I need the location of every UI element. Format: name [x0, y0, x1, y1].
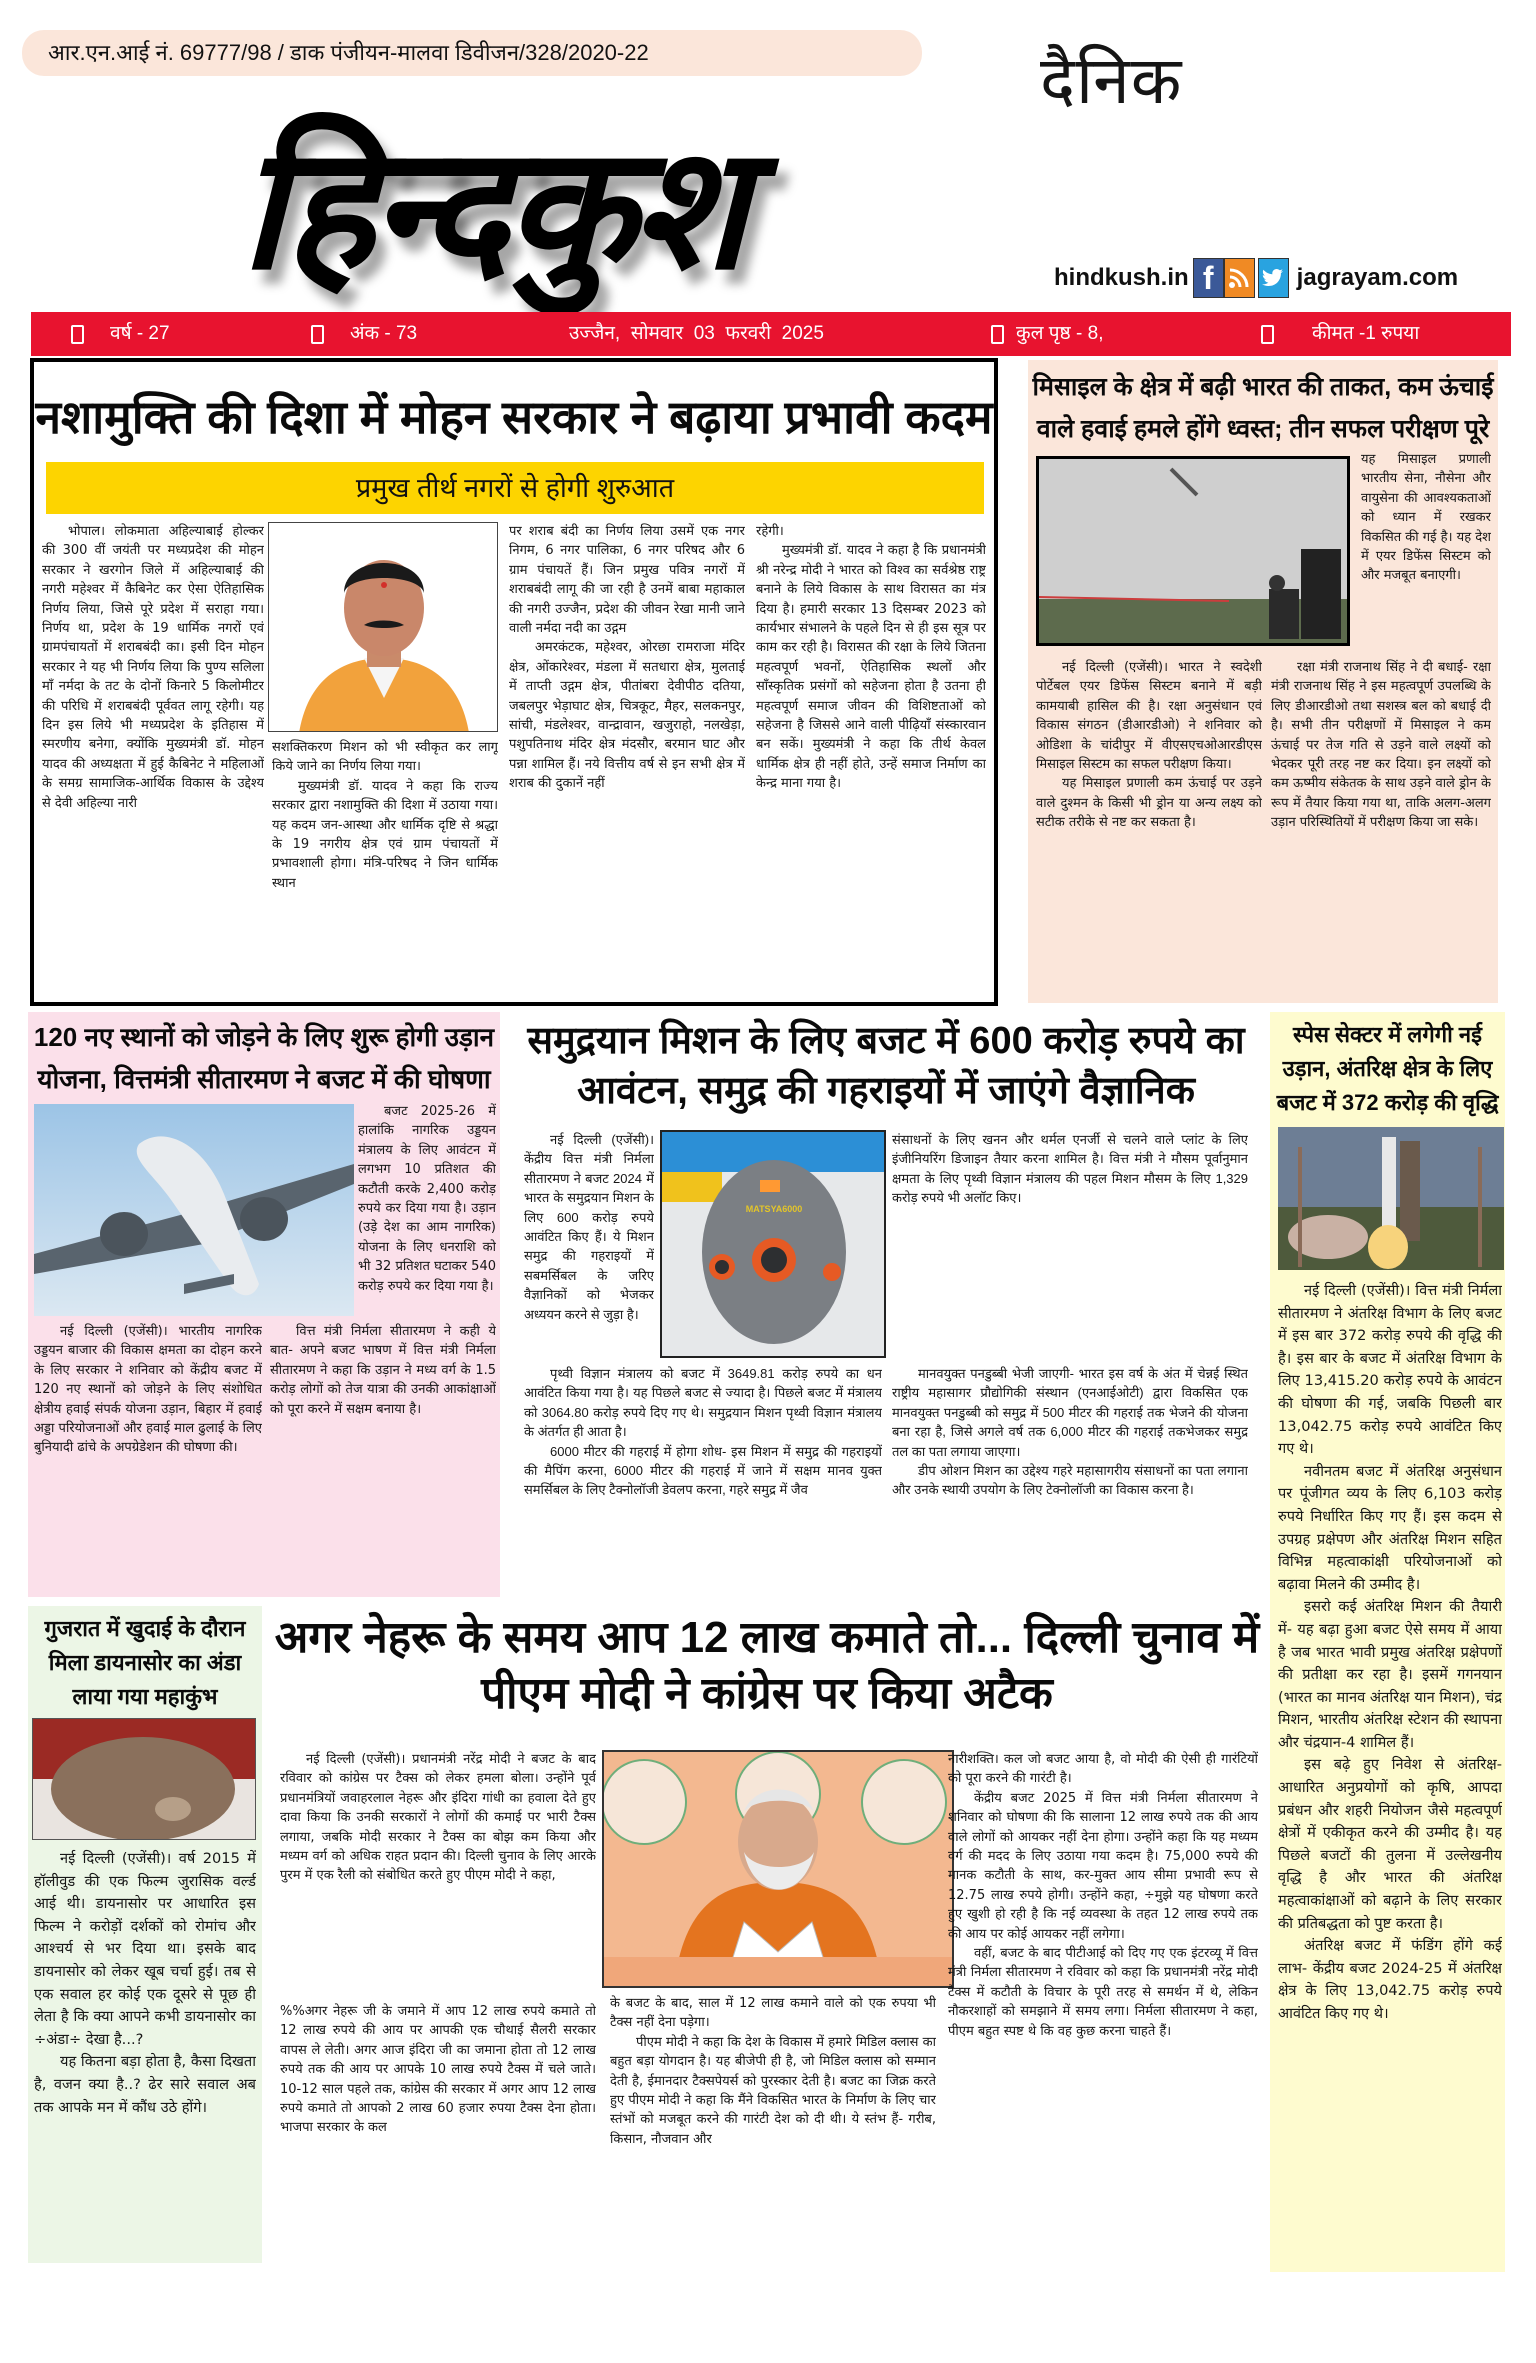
samudrayaan-story	[512, 1012, 1260, 1597]
info-place-date: उज्जैन, सोमवार 03 फरवरी 2025	[569, 323, 824, 344]
pm-rally-photo	[602, 1750, 954, 1988]
samudrayaan-headline[interactable]: समुद्रयान मिशन के लिए बजट में 600 करोड़ रुपये का आवंटन, समुद्र की गहराइयों में जाएंगे वैज्ञानिक	[527, 1020, 1245, 1112]
info-pages: कुल पृष्ठ - 8,	[991, 312, 1103, 356]
missile-right-column-2: रक्षा मंत्री राजनाथ सिंह ने दी बधाई- रक्षा मंत्री राजनाथ सिंह ने इस महत्वपूर्ण उपलब्धि के लिए डीआरडीओ तथा सशस्त्र बल को बधाई दी है। सभी तीन परीक्षणों में मिसाइल ने कम ऊंचाई पर तेज गति से उड़ने वाले लक्ष्यों को भेदकर पूरी तरह नष्ट कर दिया। इन लक्ष्यों को कम ऊष्मीय संकेतक के साथ उड़ने वाले ड्रोन के रूप में तैयार किया गया था, ताकि अलग-अलग उड़ान परिस्थितियों में परीक्षण किया जा सके।	[1271, 660, 1491, 831]
checkbox-icon	[311, 325, 324, 344]
missile-left-column: नई दिल्ली (एजेंसी)। भारत ने स्वदेशी पोर्टेबल एयर डिफेंस सिस्टम बनाने में बड़ी कामयाबी हासिल की है। रक्षा अनुसंधान एवं विकास संगठन (डीआरडीओ) ने शनिवार को ओडिशा के चांदीपुर में वीएसएचओआरडीएस मिसाइल सिस्टम का सफल परीक्षण किया। यह मिसाइल प्रणाली कम ऊंचाई पर उड़ने वाले दुश्मन के किसी भी ड्रोन या अन्य लक्ष्य को सटीक तरीके से नष्ट कर सकता है।	[1036, 660, 1262, 831]
site-link-jagrayam[interactable]: jagrayam.com	[1296, 264, 1459, 291]
info-bar	[31, 312, 1511, 356]
submersible-label: MATSYA6000	[745, 1204, 803, 1214]
nehru-tax-story	[272, 1610, 1262, 2270]
submersible-photo	[660, 1130, 886, 1358]
checkbox-icon	[71, 325, 84, 344]
info-year: वर्ष - 27	[71, 312, 170, 356]
samudrayaan-column-1: नई दिल्ली (एजेंसी)। केंद्रीय वित्त मंत्री निर्मला सीतारमण ने बजट 2024 में भारत के समुद्रयान मिशन के लिए 600 करोड़ रुपये आवंटित किए हैं। ये मिशन समुद्र की गहराइयों में सबमर्सिबल के जरिए वैज्ञानिकों को भेजकर अध्ययन करने से जुड़ा है।	[524, 1132, 654, 1322]
lead-subheadline: प्रमुख तीर्थ नगरों से होगी शुरुआत	[46, 462, 984, 514]
info-issue: अंक - 73	[311, 312, 417, 356]
lead-story	[30, 358, 998, 1006]
missile-right-column: यह मिसाइल प्रणाली भारतीय सेना, नौसेना और वायुसेना की आवश्यकताओं को ध्यान में रखकर विकसित की गई है। यह देश में एयर डिफेंस सिस्टम को और मजबूत बनाएगी।	[1361, 452, 1491, 584]
udaan-right-column-2: वित्त मंत्री निर्मला सीतारमण ने कही ये बात- अपने बजट भाषण में वित्त मंत्री निर्मला सीतारमण ने कहा कि उड़ान ने मध्य वर्ग के 1.5 करोड़ लोगों को तेज यात्रा की उनकी आकांक्षाओं को पूरा करने में सक्षम बनाया है।	[270, 1324, 496, 1417]
facebook-icon[interactable]: f	[1193, 258, 1224, 298]
missile-story	[1028, 360, 1498, 1003]
dinosaur-body: नई दिल्ली (एजेंसी)। वर्ष 2015 में हॉलीवुड की एक फिल्म जुरासिक वर्ल्ड आई थी। डायनासोर पर आधारित इस फिल्म ने करोड़ों दर्शकों को रोमांच और आश्चर्य से भर दिया था। इसके बाद डायनासोर को लेकर खूब चर्चा हुई। तब से एक सवाल हर कोई एक दूसरे से पूछ ही लेता है कि क्या आपने कभी डायनासोर का ÷अंडा÷ देखा है...? यह कितना बड़ा होता है, कैसा दिखता है, वजन क्या है..? ढेर सारे सवाल अब तक आपके मन में कौंध उठे होंगे।	[34, 1850, 256, 2116]
lead-column-4: रहेगी। मुख्यमंत्री डॉ. यादव ने कहा है कि प्रधानमंत्री श्री नरेन्द्र मोदी ने भारत को विश्व का सर्वश्रेष्ठ राष्ट्र बनाने के लिये विकास के साथ विरासत का मंत्र दिया है। हमारी सरकार 13 दिसम्बर 2023 को कार्यभार संभालने के पहले दिन से ही इस सूत्र पर काम कर रही है। विरासत की रक्षा के लिये जितना महत्वपूर्ण भवनों, ऐतिहासिक स्थलों और साँस्कृतिक प्रसंगों को सहेजना होता है उतना ही महत्वपूर्ण समाज जीवन की विशिष्टताओं को सहेजना है जिससे आने वाली पीढ़ियाँ संस्कारवान बन सकें। मुख्यमंत्री ने कहा कि तीर्थ केवल धार्मिक क्षेत्र ही नहीं होते, उन्हें समाज निर्माण का केन्द्र माना गया है।	[756, 524, 986, 792]
nehru-headline[interactable]: अगर नेहरू के समय आप 12 लाख कमाते तो... दिल्ली चुनाव में पीएम मोदी ने कांग्रेस पर किया अटैक	[274, 1613, 1260, 1718]
nehru-column-2: के बजट के बाद, साल में 12 लाख कमाने वाले को एक रुपया भी टैक्स नहीं देना पड़ेगा। पीएम मोदी ने कहा कि देश के विकास में हमारे मिडिल क्लास का बहुत बड़ा योगदान है। यह बीजेपी ही है, जो मिडिल क्लास को सम्मान देती है, ईमानदार टैक्सपेयर्स को पुरस्कार देती है। बजट का जिक्र करते हुए पीएम मोदी ने कहा कि मैंने विकसित भारत के निर्माण के लिए चार स्तंभों को मजबूत करने की गारंटी देश को दी थी। ये स्तंभ हैं- गरीब, किसान, नौजवान और	[610, 1996, 936, 2147]
space-story	[1270, 1012, 1505, 2272]
udaan-story	[28, 1012, 500, 1597]
lead-column-3: पर शराब बंदी का निर्णय लिया उसमें एक नगर निगम, 6 नगर पालिका, 6 नगर परिषद और 6 ग्राम पंचायतें हैं। जिन प्रमुख पवित्र नगरों में शराबबंदी लागू की जा रही है उनमें बाबा महाकाल की नगरी उज्जैन, प्रदेश की जीवन रेखा मानी जाने वाली नर्मदा नदी का उद्गम अमरकंटक, महेश्वर, ओरछा रामराजा मंदिर क्षेत्र, ओंकारेश्वर, मंडला में सतधारा क्षेत्र, मुलताई में ताप्ती उद्गम क्षेत्र, पीतांबरा देवीपीठ दतिया, जबलपुर भेड़ाघाट क्षेत्र, चित्रकूट, मैहर, सलकनपुर, सांची, मंडलेश्वर, वान्द्रावान, खजुराहो, नलखेड़ा, पशुपतिनाथ मंदिर क्षेत्र मंदसौर, बरमान घाट और पन्ना शामिल हैं। नये वित्तीय वर्ष से इन सभी क्षेत्र में शराब की दुकानें नहीं	[509, 524, 745, 792]
space-headline[interactable]: स्पेस सेक्टर में लगेगी नई उड़ान, अंतरिक्ष क्षेत्र के लिए बजट में 372 करोड़ की वृद्धि	[1276, 1022, 1499, 1115]
missile-photo	[1036, 456, 1350, 646]
registration-number: आर.एन.आई नं. 69777/98 / डाक पंजीयन-मालवा डिवीजन/328/2020-22	[22, 30, 922, 76]
site-link-hindkush[interactable]: hindkush.in	[1054, 264, 1189, 291]
missile-headline[interactable]: मिसाइल के क्षेत्र में बढ़ी भारत की ताकत, कम ऊंचाई वाले हवाई हमले होंगे ध्वस्त; तीन सफल परीक्षण पूरे	[1032, 373, 1494, 443]
samudrayaan-column-1b: पृथ्वी विज्ञान मंत्रालय को बजट में 3649.81 करोड़ रुपये का धन आवंटित किया गया है। यह पिछले बजट से ज्यादा है। पिछले बजट में मंत्रालय को 3064.80 करोड़ रुपये दिए गए थे। समुद्रयान मिशन पृथ्वी विज्ञान मंत्रालय के अंतर्गत ही आता है। 6000 मीटर की गहराई में होगा शोध- इस मिशन में समुद्र की गहराइयों की मैपिंग करना, 6000 मीटर की गहराई में जाने में सक्षम मानव युक्त समर्सिबल के लिए टैक्नोलॉजी डेवलप करना, गहरे समुद्र में जैव	[524, 1366, 882, 1498]
lead-column-1: भोपाल। लोकमाता अहिल्याबाई होल्कर की 300 वीं जयंती पर मध्यप्रदेश की मोहन सरकार ने खरगोन जिले में अहिल्याबाई की नगरी महेश्वर में कैबिनेट कर ऐसा ऐतिहासिक निर्णय लिया, जिसे पूरे प्रदेश में सराहा गया। निर्णय था, प्रदेश के 19 धार्मिक नगरों एवं ग्रामपंचायतों में शराबबंदी का। इसी दिन मोहन सरकार ने यह भी निर्णय लिया कि पुण्य सलिला माँ नर्मदा के तट के दोनों किनारे 5 किलोमीटर की परिधि में शराबबंदी पूर्ववत लागू रहेगी। यह दिन इस लिये भी मध्यप्रदेश के इतिहास में स्मरणीय बनेगा, क्योंकि मुख्यमंत्री डॉ. मोहन यादव की अध्यक्षता में हुई कैबिनेट ने महिलाओं के समग्र सामाजिक-आर्थिक विकास के उद्देश्य से देवी अहिल्या नारी	[42, 524, 264, 811]
lead-headline[interactable]: नशामुक्ति की दिशा में मोहन सरकार ने बढ़ाया प्रभावी कदम	[35, 391, 993, 443]
checkbox-icon	[991, 325, 1004, 344]
logo-dainik: दैनिक	[1040, 43, 1183, 117]
lead-column-2: सशक्तिकरण मिशन को भी स्वीकृत कर लागू किये जाने का निर्णय लिया गया। मुख्यमंत्री डॉ. यादव ने कहा कि राज्य सरकार द्वारा नशामुक्ति की दिशा में उठाया गया। यह कदम जन-आस्था और धार्मिक दृष्टि से श्रद्धा के 19 नगरीय क्षेत्र एवं ग्राम पंचायतों में प्रभावशाली होगा। मंत्रि-परिषद ने जिन धार्मिक स्थान	[272, 740, 498, 891]
social-links	[1050, 256, 1458, 300]
space-body: नई दिल्ली (एजेंसी)। वित्त मंत्री निर्मला सीतारमण ने अंतरिक्ष विभाग के लिए बजट में इस बार 372 करोड़ रुपये की वृद्धि की है। इस बार के बजट में अंतरिक्ष विभाग के लिए 13,415.20 करोड़ रुपये के आवंटन की घोषणा की गई, जबकि पिछली बार 13,042.75 करोड़ रुपये आवंटित किए गए थे। नवीनतम बजट में अंतरिक्ष अनुसंधान पर पूंजीगत व्यय के लिए 6,103 करोड़ रुपये निर्धारित किए गए हैं। इस कदम से उपग्रह प्रक्षेपण और अंतरिक्ष मिशन सहित विभिन्न महत्वाकांक्षी परियोजनाओं को बढ़ावा मिलने की उम्मीद है। इसरो कई अंतरिक्ष मिशन की तैयारी में- यह बढ़ा हुआ बजट ऐसे समय में आया है जब भारत भावी प्रमुख अंतरिक्ष प्रक्षेपणों की प्रतीक्षा कर रहा है। इसमें गगनयान (भारत का मानव अंतरिक्ष यान मिशन), चंद्र मिशन, भारतीय अंतरिक्ष स्टेशन की स्थापना और चंद्रयान-4 शामिल हैं। इस बढ़े हुए निवेश से अंतरिक्ष-आधारित अनुप्रयोगों को कृषि, आपदा प्रबंधन और शहरी नियोजन जैसे महत्वपूर्ण क्षेत्रों में एकीकृत करने की उम्मीद है। यह पिछले बजटों की तुलना में उल्लेखनीय वृद्धि है और भारत की अंतरिक्ष महत्वाकांक्षाओं को बढ़ाने के लिए सरकार की प्रतिबद्धता को पुष्ट करता है। अंतरिक्ष बजट में फंडिंग होंगे कई लाभ- केंद्रीय बजट 2024-25 में अंतरिक्ष क्षेत्र के लिए 13,042.75 करोड़ रुपये आवंटित किए गए थे।	[1278, 1282, 1502, 2022]
nehru-column-1: नई दिल्ली (एजेंसी)। प्रधानमंत्री नरेंद्र मोदी ने बजट के बाद रविवार को कांग्रेस पर टैक्स को लेकर हमला बोला। उन्होंने पूर्व प्रधानमंत्रियों जवाहरलाल नेहरू और इंदिरा गांधी का हवाला देते हुए दावा किया कि उनकी सरकारों ने लोगों की कमाई पर भारी टैक्स लगाया, जबकि मोदी सरकार ने टैक्स का बोझ कम किया और मध्यम वर्ग को अधिक राहत प्रदान की। दिल्ली चुनाव के लिए आरके पुरम में एक रैली को संबोधित करते हुए पीएम मोदी ने कहा,	[280, 1752, 596, 1884]
checkbox-icon	[1261, 325, 1274, 344]
samudrayaan-column-3b: मानवयुक्त पनडुब्बी भेजी जाएगी- भारत इस वर्ष के अंत में चेन्नई स्थित राष्ट्रीय महासागर प्रौद्योगिकी संस्थान (एनआईओटी) द्वारा विकसित एक मानवयुक्त पनडुब्बी को समुद्र में 500 मीटर की गहराई तक भेजने की योजना बना रहा है, जिसे अगले वर्ष तक 6,000 मीटर की गहराई तकभेजकर समुद्र तल का पता लगाया जाएगा। डीप ओशन मिशन का उद्देश्य गहरे महासागरीय संसाधनों का पता लगाना और उनके स्थायी उपयोग के लिए टेक्नोलॉजी का विकास करना है।	[892, 1366, 1248, 1498]
dinosaur-egg-story	[28, 1606, 262, 2263]
info-price: कीमत -1 रुपया	[1261, 312, 1419, 356]
nehru-column-3: नारीशक्ति। कल जो बजट आया है, वो मोदी की ऐसी ही गारंटियों को पूरा करने की गारंटी है। केंद्रीय बजट 2025 में वित्त मंत्री निर्मला सीतारमण ने शनिवार को घोषणा की कि सालाना 12 लाख रुपये तक की आय वाले लोगों को आयकर नहीं देना होगा। उन्होंने कहा कि यह मध्यम वर्ग की मदद के लिए उठाया गया कदम है। 75,000 रुपये की मानक कटौती के साथ, कर-मुक्त आय सीमा प्रभावी रूप से 12.75 लाख रुपये होगी। उन्होंने कहा, ÷मुझे यह घोषणा करते हुए खुशी हो रही है कि नई व्यवस्था के तहत 12 लाख रुपये तक की आय पर कोई आयकर नहीं लगेगा। वहीं, बजट के बाद पीटीआई को दिए गए एक इंटरव्यू में वित्त मंत्री निर्मला सीतारमण ने रविवार को कहा कि प्रधानमंत्री नरेंद्र मोदी टैक्स में कटौती के विचार के पूरी तरह से समर्थन में थे, लेकिन नौकरशाहों को समझाने में समय लगा। निर्मला सीतारमण ने कहा, पीएम बहुत स्पष्ट थे कि वह कुछ करना चाहते हैं।	[948, 1752, 1258, 2039]
samudrayaan-column-3: संसाधनों के लिए खनन और थर्मल एनर्जी से चलने वाले प्लांट के लिए इंजीनियरिंग डिजाइन तैयार करना शामिल है। वित्त मंत्री ने मौसम पूर्वानुमान क्षमता के लिए पृथ्वी विज्ञान मंत्रालय की पहल मिशन मौसम के लिए 1,329 करोड़ रुपये भी अलॉट किए।	[892, 1132, 1248, 1206]
dinosaur-headline[interactable]: गुजरात में खुदाई के दौरान मिला डायनासोर का अंडा लाया गया महाकुंभ	[44, 1616, 246, 1709]
udaan-left-column: नई दिल्ली (एजेंसी)। भारतीय नागरिक उड्डयन बाजार की विकास क्षमता का दोहन करने के लिए सरकार ने शनिवार को केंद्रीय बजट में 120 नए स्थानों को जोड़ने के लिए संशोधित क्षेत्रीय हवाई संपर्क योजना उड़ान, बिहार में हवाई अड्डा परियोजनाओं और हवाई माल ढुलाई के लिए बुनियादी ढांचे के अपग्रेडेशन की घोषणा की।	[34, 1324, 262, 1456]
twitter-icon[interactable]	[1258, 258, 1289, 298]
dinosaur-egg-photo	[32, 1718, 256, 1840]
nehru-column-1b: %%अगर नेहरू जी के जमाने में आप 12 लाख रुपये कमाते तो 12 लाख रुपये की आय पर आपकी एक चौथाई सैलरी सरकार वापस ले लेती। अगर आज इंदिरा जी का जमाना होता तो 12 लाख रुपये तक की आय पर आपके 10 लाख रुपये टैक्स में चले जाते। 10-12 साल पहले तक, कांग्रेस की सरकार में अगर आप 12 लाख रुपये कमाते तो आपको 2 लाख 60 हजार रुपया टैक्स देना होता। भाजपा सरकार के कल	[280, 2004, 596, 2136]
newspaper-logo: हिन्दकुश	[240, 116, 744, 304]
udaan-headline[interactable]: 120 नए स्थानों को जोड़ने के लिए शुरू होगी उड़ान योजना, वित्तमंत्री सीतारमण ने बजट में की घोषणा	[33, 1022, 495, 1094]
airplane-photo	[34, 1104, 354, 1316]
udaan-right-column: बजट 2025-26 में हालांकि नागरिक उड्डयन मंत्रालय के लिए आवंटन में लगभग 10 प्रतिशत की कटौती करके 2,400 करोड़ रुपये कर दिया गया है। उड़ान (उड़े देश का आम नागरिक) योजना के लिए धनराशि को भी 32 प्रतिशत घटाकर 540 करोड़ रुपये कर दिया गया है।	[358, 1104, 496, 1294]
lead-photo-chief-minister	[268, 522, 498, 732]
rocket-launch-photo	[1278, 1127, 1504, 1270]
rss-icon[interactable]	[1224, 258, 1255, 298]
